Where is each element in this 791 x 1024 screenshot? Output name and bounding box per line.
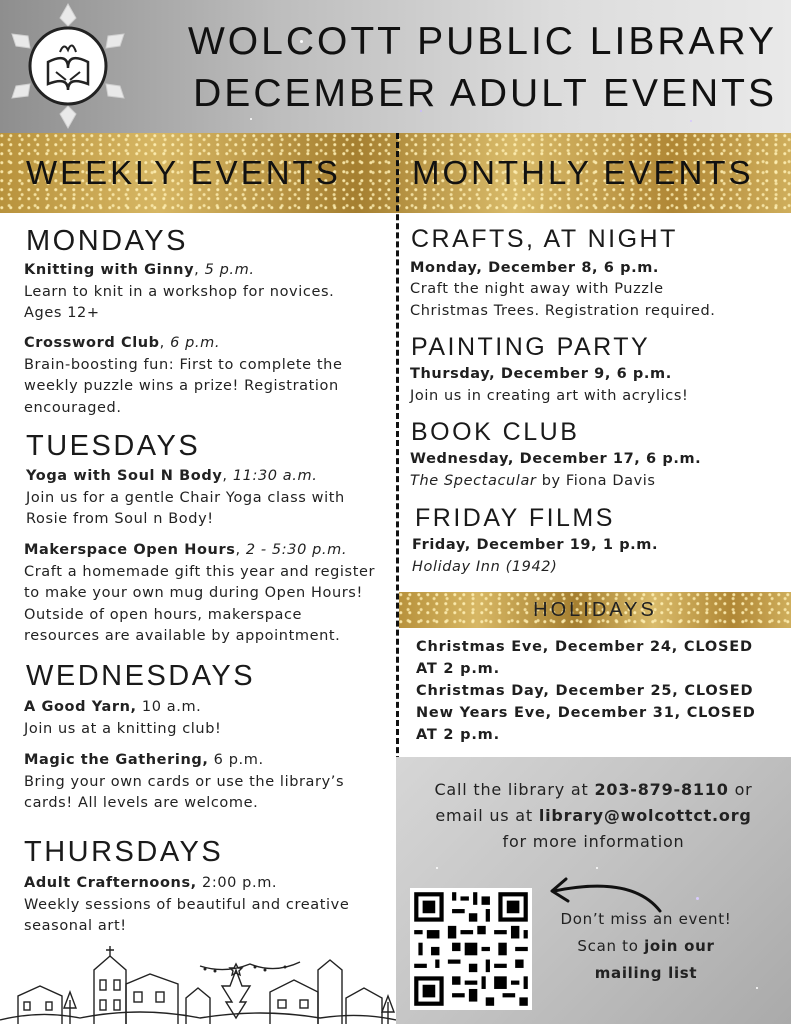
painting-party-date: Thursday, December 9, 6 p.m. (410, 366, 672, 382)
event-yoga (26, 466, 392, 531)
holiday-line: Christmas Day, December 25, CLOSED (416, 683, 754, 699)
event-knitting-with-ginny (24, 260, 390, 325)
event-crossword-club (24, 333, 390, 419)
event-description: encouraged. (24, 399, 122, 416)
book-club-date: Wednesday, December 17, 6 p.m. (410, 451, 702, 467)
event-description: Learn to knit in a workshop for novices. (24, 283, 335, 300)
sparkle (696, 897, 699, 900)
book-club-description (410, 471, 785, 493)
event-name: Crossword Club (24, 335, 160, 351)
crafts-at-night-heading: CRAFTS, AT NIGHT (411, 225, 678, 253)
event-separator: , (235, 542, 246, 558)
event-description: Weekly sessions of beautiful and creative (24, 896, 350, 913)
event-description: Ages 12+ (24, 305, 100, 321)
event-time: 6 p.m. (213, 752, 264, 768)
holidays-heading: HOLIDAYS (533, 599, 657, 621)
contact-text: for more information (502, 832, 685, 851)
sparkle (250, 118, 252, 120)
scan-text: Scan to (577, 937, 645, 955)
event-makerspace (24, 540, 394, 648)
event-name: Yoga with Soul N Body (26, 468, 223, 484)
event-description: cards! All levels are welcome. (24, 795, 259, 811)
winter-village-illustration (0, 940, 396, 1024)
contact-text: or (728, 780, 753, 799)
event-description: Rosie from Soul n Body! (26, 511, 214, 527)
phone-number[interactable]: 203-879-8110 (594, 780, 729, 799)
event-description: resources are available by appointment. (24, 628, 341, 644)
library-title: WOLCOTT PUBLIC LIBRARY (187, 20, 777, 63)
events-title: DECEMBER ADULT EVENTS (193, 72, 777, 115)
friday-films-date: Friday, December 19, 1 p.m. (412, 537, 659, 553)
event-description: weekly puzzle wins a prize! Registration (24, 378, 339, 394)
event-description: Craft a homemade gift this year and register (24, 563, 376, 580)
tuesdays-heading: TUESDAYS (26, 430, 201, 462)
event-name: Adult Crafternoons, (24, 875, 197, 891)
scan-text: Don’t miss an event! (560, 910, 732, 928)
sparkle (756, 987, 758, 989)
event-description: Outside of open hours, makerspace (24, 606, 303, 623)
qr-code-icon[interactable] (410, 888, 532, 1010)
event-name: Knitting with Ginny (24, 262, 195, 278)
mondays-heading: MONDAYS (26, 225, 188, 257)
event-description: Bring your own cards or use the library’s (24, 773, 345, 790)
event-magic-the-gathering (24, 750, 390, 815)
holidays-band (399, 592, 791, 628)
wednesdays-heading: WEDNESDAYS (26, 660, 256, 692)
event-time: 6 p.m. (170, 335, 221, 351)
monthly-events-heading: MONTHLY EVENTS (412, 154, 754, 191)
crafts-at-night-date: Monday, December 8, 6 p.m. (410, 260, 660, 276)
event-separator: , (222, 468, 233, 484)
book-title: The Spectacular (410, 473, 537, 489)
sparkle (436, 867, 438, 869)
event-description: Craft the night away with Puzzle (410, 281, 664, 297)
scan-text-bold: join our (644, 937, 715, 955)
event-description: Join us at a knitting club! (24, 720, 222, 737)
event-time: 5 p.m. (204, 262, 255, 278)
book-author: by Fiona Davis (536, 473, 656, 489)
event-time: 2:00 p.m. (202, 875, 278, 891)
event-adult-crafternoons (24, 873, 390, 938)
event-time: 10 a.m. (141, 699, 202, 715)
holiday-line: New Years Eve, December 31, CLOSED (416, 705, 756, 721)
mailing-list-link[interactable]: mailing list (594, 964, 698, 982)
weekly-events-heading: WEEKLY EVENTS (26, 154, 341, 191)
event-description: Christmas Trees. Registration required. (410, 302, 716, 319)
holiday-line: Christmas Eve, December 24, CLOSED (416, 639, 753, 655)
event-description: Join us for a gentle Chair Yoga class with (26, 489, 345, 506)
header-banner (0, 0, 791, 133)
holiday-line: AT 2 p.m. (416, 727, 500, 743)
event-description: to make your own mug during Open Hours! (24, 585, 363, 601)
event-separator: , (194, 262, 205, 278)
library-logo-snowflake-icon (4, 2, 132, 130)
contact-info (396, 777, 791, 855)
friday-films-heading: FRIDAY FILMS (415, 504, 615, 532)
event-name: A Good Yarn, (24, 699, 137, 715)
email-link[interactable]: library@wolcottct.org (538, 806, 752, 825)
event-description: Brain-boosting fun: First to complete the (24, 356, 343, 373)
event-time: 11:30 a.m. (232, 468, 318, 484)
event-time: 2 - 5:30 p.m. (245, 542, 348, 558)
contact-text: Call the library at (434, 780, 595, 799)
friday-films-title: Holiday Inn (1942) (412, 559, 558, 575)
event-name: Magic the Gathering, (24, 752, 209, 768)
mailing-list-callout (536, 906, 756, 987)
event-description: seasonal art! (24, 918, 127, 934)
event-separator: , (159, 335, 171, 351)
event-name: Makerspace Open Hours (24, 542, 236, 558)
sparkle (690, 120, 692, 122)
event-a-good-yarn (24, 697, 390, 740)
painting-party-description: Join us in creating art with acrylics! (410, 388, 689, 404)
contact-text: email us at (435, 806, 539, 825)
crafts-at-night-description (410, 279, 785, 322)
book-club-heading: BOOK CLUB (411, 418, 580, 446)
thursdays-heading: THURSDAYS (24, 836, 224, 868)
holiday-line: AT 2 p.m. (416, 661, 500, 677)
painting-party-heading: PAINTING PARTY (411, 333, 651, 361)
